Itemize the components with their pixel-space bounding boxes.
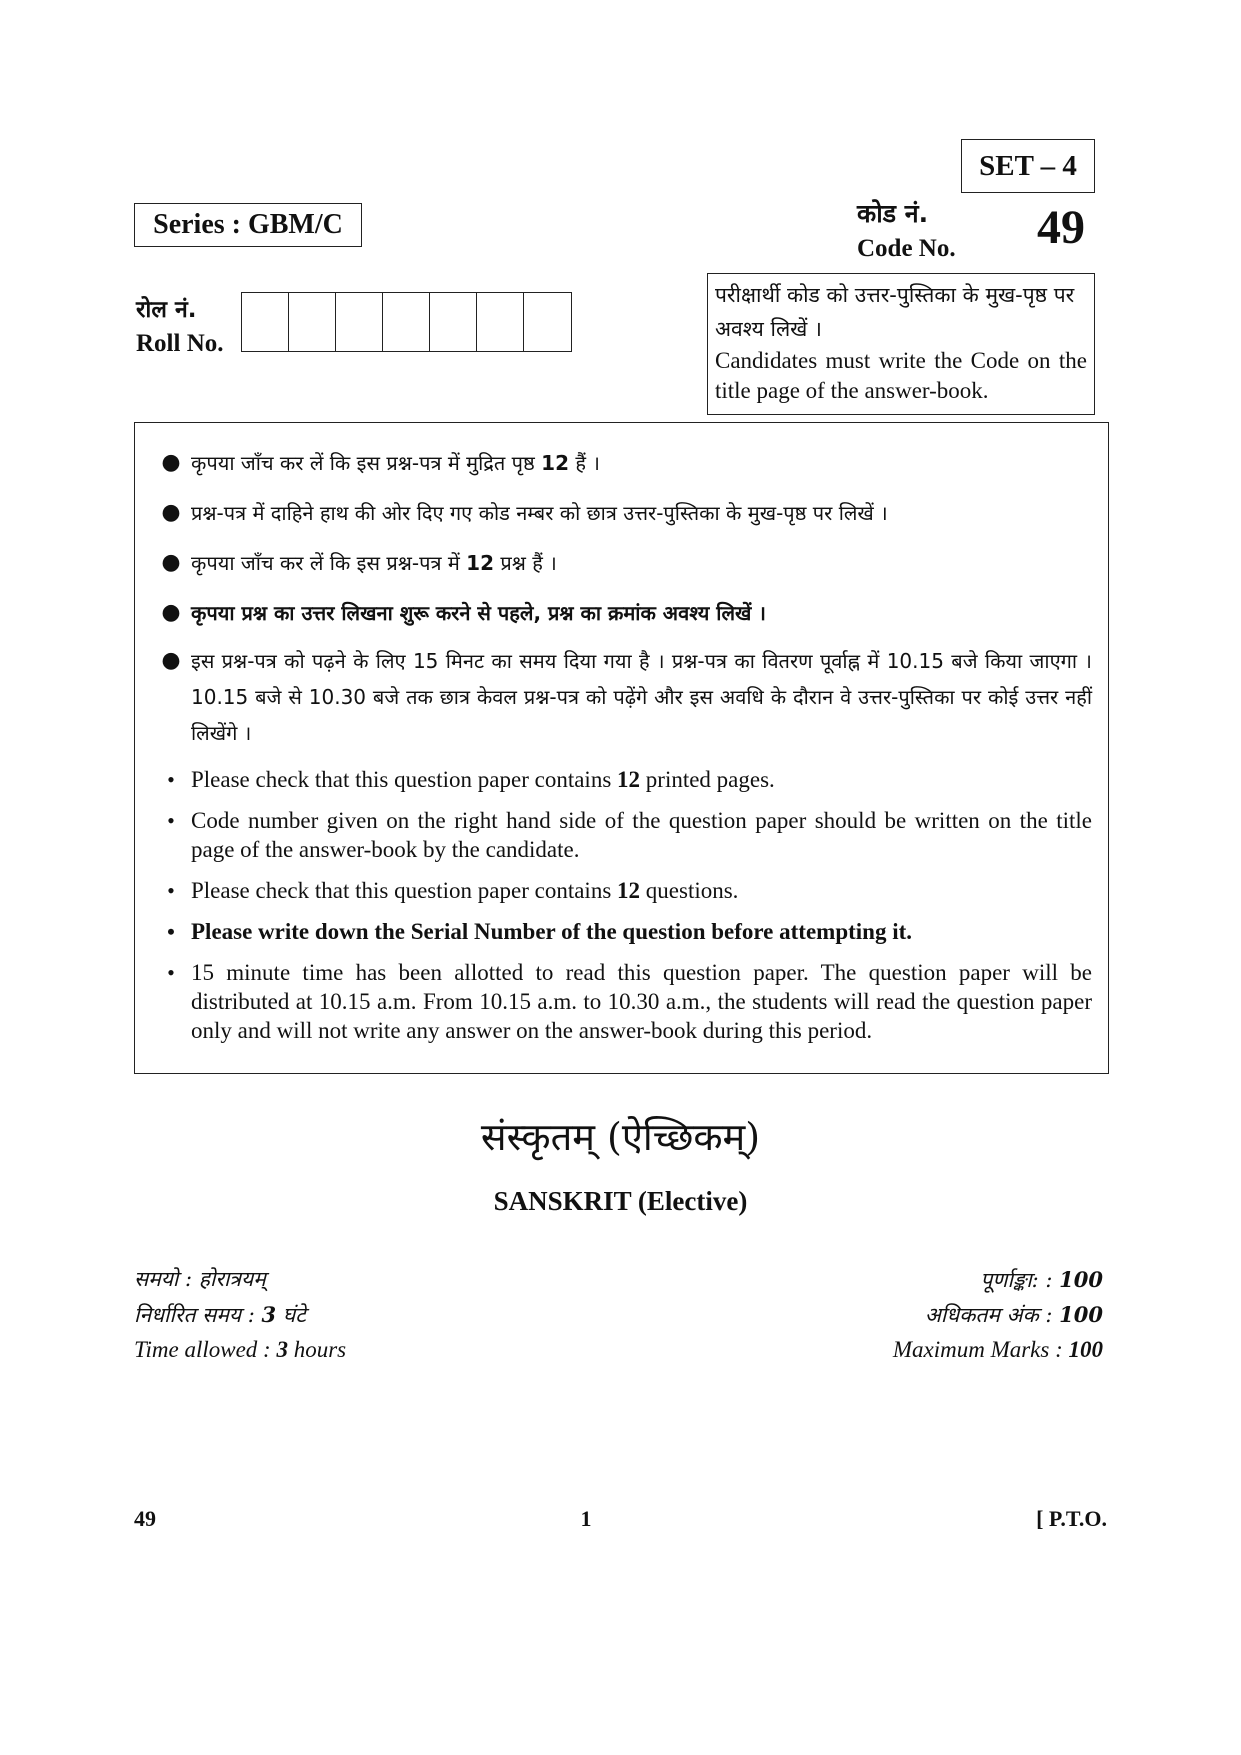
candidate-note-hindi: परीक्षार्थी कोड को उत्तर-पुस्तिका के मुख-पृष्ठ पर अवश्य लिखें । [715, 283, 1075, 341]
instruction-item: ● कृपया जाँच कर लें कि इस प्रश्न-पत्र में मुद्रित पृष्ठ 12 हैं । [151, 445, 1092, 481]
roll-digit-box[interactable] [430, 293, 477, 351]
marks-english: Maximum Marks : 100 [892, 1337, 1103, 1362]
footer-code: 49 [134, 1506, 156, 1531]
code-number: 49 [1037, 201, 1085, 254]
subject-title-hindi: संस्कृतम् (ऐच्छिकम्) [480, 1115, 761, 1159]
bullet-icon: • [167, 878, 175, 903]
marks-sanskrit: पूर्णाङ्का: : 100 [980, 1267, 1103, 1292]
pto-label: [ P.T.O. [1036, 1506, 1107, 1531]
max-marks-block [893, 1262, 1103, 1367]
bullet-icon: ● [161, 450, 181, 475]
set-label: SET – 4 [961, 139, 1095, 193]
instructions-box [134, 422, 1109, 1074]
bullet-icon: • [167, 767, 175, 792]
instruction-item: • Please check that this question paper contains 12 questions. [151, 876, 1092, 905]
instruction-item: • 15 minute time has been allotted to read this question paper. The question paper will be distributed at 10.15 a.m. From 10.15 a.m. to 10.30 a.m., the students will read the question paper only and will not write any answer on the answer-book during this period. [151, 958, 1092, 1045]
roll-digit-box[interactable] [477, 293, 524, 351]
roll-label-hindi: रोल नं. [136, 297, 197, 323]
instruction-item: • Please write down the Serial Number of the question before attempting it. [151, 917, 1092, 946]
instruction-item: ● प्रश्न-पत्र में दाहिने हाथ की ओर दिए गए कोड नम्बर को छात्र उत्तर-पुस्तिका के मुख-पृष्ठ पर लिखें । [151, 495, 1092, 531]
roll-number-boxes[interactable] [241, 292, 572, 352]
roll-digit-box[interactable] [336, 293, 383, 351]
bullet-icon: ● [161, 550, 181, 575]
time-allowed-block [134, 1262, 346, 1367]
instruction-item: ● कृपया जाँच कर लें कि इस प्रश्न-पत्र में 12 प्रश्न हैं । [151, 545, 1092, 581]
bullet-icon: • [167, 919, 175, 944]
instruction-item: • Please check that this question paper contains 12 printed pages. [151, 765, 1092, 794]
series-label: Series : GBM/C [134, 203, 362, 247]
roll-digit-box[interactable] [289, 293, 336, 351]
instruction-item: ● इस प्रश्न-पत्र को पढ़ने के लिए 15 मिनट का समय दिया गया है । प्रश्न-पत्र का वितरण पूर्वाह्न में 10.15 बजे किया जाएगा । 10.15 बजे से 10.30 बजे तक छात्र केवल प्रश्न-पत्र को पढ़ेंगे और इस अवधि के दौरान वे उत्तर-पुस्तिका पर कोई उत्तर नहीं लिखेंगे । [151, 643, 1092, 751]
bullet-icon: • [167, 808, 175, 833]
instruction-item: • Code number given on the right hand side of the question paper should be written on the title page of the answer-book by the candidate. [151, 806, 1092, 864]
subject-title-english: SANSKRIT (Elective) [493, 1186, 748, 1216]
roll-digit-box[interactable] [383, 293, 430, 351]
instruction-item: ● कृपया प्रश्न का उत्तर लिखना शुरू करने से पहले, प्रश्न का क्रमांक अवश्य लिखें । [151, 595, 1092, 631]
candidate-note-box [707, 273, 1095, 415]
roll-label-english: Roll No. [136, 330, 224, 357]
roll-digit-box[interactable] [242, 293, 289, 351]
marks-hindi: अधिकतम अंक : 100 [924, 1302, 1103, 1327]
bullet-icon: ● [161, 648, 181, 673]
time-hindi: निर्धारित समय : 3 घंटे [134, 1302, 306, 1327]
bullet-icon: ● [161, 600, 181, 625]
page-number: 1 [580, 1506, 592, 1531]
time-english: Time allowed : 3 hours [134, 1337, 347, 1362]
roll-digit-box[interactable] [524, 293, 571, 351]
bullet-icon: • [167, 960, 175, 985]
time-sanskrit: समयो : होरात्रयम् [134, 1267, 266, 1291]
bullet-icon: ● [161, 500, 181, 525]
code-label-hindi: कोड नं. [857, 199, 929, 228]
code-label-english: Code No. [857, 235, 956, 262]
candidate-note-english: Candidates must write the Code on the title page of the answer-book. [715, 348, 1087, 403]
